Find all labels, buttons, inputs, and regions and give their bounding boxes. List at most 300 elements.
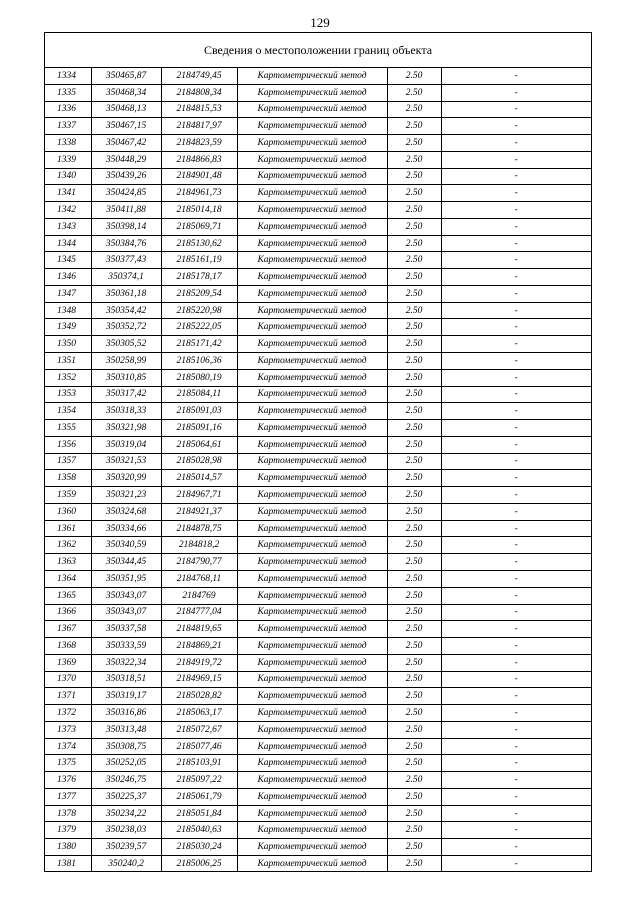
point-number-cell: 1358	[45, 470, 91, 487]
accuracy-cell: 2.50	[387, 68, 441, 84]
point-number-cell: 1370	[45, 671, 91, 688]
x-coordinate-cell: 350239,57	[91, 839, 161, 856]
point-number-cell: 1346	[45, 269, 91, 286]
point-number-cell: 1367	[45, 621, 91, 638]
x-coordinate-cell: 350322,34	[91, 654, 161, 671]
accuracy-cell: 2.50	[387, 353, 441, 370]
y-coordinate-cell: 2185091,03	[161, 403, 237, 420]
description-cell: -	[441, 218, 591, 235]
table-row	[45, 822, 591, 839]
description-cell: -	[441, 403, 591, 420]
method-cell: Картометрический метод	[237, 688, 387, 705]
y-coordinate-cell: 2184921,37	[161, 503, 237, 520]
accuracy-cell: 2.50	[387, 503, 441, 520]
x-coordinate-cell: 350308,75	[91, 738, 161, 755]
point-number-cell: 1334	[45, 68, 91, 84]
y-coordinate-cell: 2185006,25	[161, 855, 237, 871]
table-row	[45, 839, 591, 856]
accuracy-cell: 2.50	[387, 822, 441, 839]
description-cell: -	[441, 805, 591, 822]
point-number-cell: 1355	[45, 420, 91, 437]
accuracy-cell: 2.50	[387, 302, 441, 319]
method-cell: Картометрический метод	[237, 654, 387, 671]
table-row	[45, 570, 591, 587]
table-row	[45, 554, 591, 571]
accuracy-cell: 2.50	[387, 654, 441, 671]
table-body	[45, 68, 591, 872]
point-number-cell: 1374	[45, 738, 91, 755]
point-number-cell: 1377	[45, 788, 91, 805]
point-number-cell: 1354	[45, 403, 91, 420]
point-number-cell: 1342	[45, 202, 91, 219]
point-number-cell: 1380	[45, 839, 91, 856]
x-coordinate-cell: 350411,88	[91, 202, 161, 219]
x-coordinate-cell: 350319,17	[91, 688, 161, 705]
point-number-cell: 1347	[45, 285, 91, 302]
x-coordinate-cell: 350398,14	[91, 218, 161, 235]
method-cell: Картометрический метод	[237, 285, 387, 302]
method-cell: Картометрический метод	[237, 369, 387, 386]
accuracy-cell: 2.50	[387, 135, 441, 152]
point-number-cell: 1375	[45, 755, 91, 772]
table-row	[45, 688, 591, 705]
point-number-cell: 1344	[45, 235, 91, 252]
accuracy-cell: 2.50	[387, 855, 441, 871]
description-cell: -	[441, 503, 591, 520]
x-coordinate-cell: 350468,34	[91, 84, 161, 101]
description-cell: -	[441, 353, 591, 370]
table-row	[45, 420, 591, 437]
method-cell: Картометрический метод	[237, 621, 387, 638]
y-coordinate-cell: 2185097,22	[161, 772, 237, 789]
accuracy-cell: 2.50	[387, 738, 441, 755]
point-number-cell: 1361	[45, 520, 91, 537]
y-coordinate-cell: 2185084,11	[161, 386, 237, 403]
x-coordinate-cell: 350313,48	[91, 721, 161, 738]
point-number-cell: 1363	[45, 554, 91, 571]
accuracy-cell: 2.50	[387, 118, 441, 135]
point-number-cell: 1338	[45, 135, 91, 152]
y-coordinate-cell: 2184901,48	[161, 168, 237, 185]
description-cell: -	[441, 319, 591, 336]
table-row	[45, 353, 591, 370]
method-cell: Картометрический метод	[237, 755, 387, 772]
x-coordinate-cell: 350351,95	[91, 570, 161, 587]
accuracy-cell: 2.50	[387, 671, 441, 688]
table-row	[45, 252, 591, 269]
y-coordinate-cell: 2185030,24	[161, 839, 237, 856]
table-row	[45, 84, 591, 101]
description-cell: -	[441, 336, 591, 353]
description-cell: -	[441, 118, 591, 135]
method-cell: Картометрический метод	[237, 353, 387, 370]
description-cell: -	[441, 470, 591, 487]
x-coordinate-cell: 350321,23	[91, 487, 161, 504]
x-coordinate-cell: 350319,04	[91, 436, 161, 453]
accuracy-cell: 2.50	[387, 839, 441, 856]
accuracy-cell: 2.50	[387, 705, 441, 722]
x-coordinate-cell: 350334,66	[91, 520, 161, 537]
x-coordinate-cell: 350465,87	[91, 68, 161, 84]
y-coordinate-cell: 2185077,46	[161, 738, 237, 755]
description-cell: -	[441, 822, 591, 839]
description-cell: -	[441, 621, 591, 638]
x-coordinate-cell: 350377,43	[91, 252, 161, 269]
y-coordinate-cell: 2185080,19	[161, 369, 237, 386]
x-coordinate-cell: 350305,52	[91, 336, 161, 353]
table-row	[45, 235, 591, 252]
table-row	[45, 671, 591, 688]
x-coordinate-cell: 350343,07	[91, 587, 161, 604]
table-row	[45, 503, 591, 520]
method-cell: Картометрический метод	[237, 68, 387, 84]
accuracy-cell: 2.50	[387, 101, 441, 118]
description-cell: -	[441, 235, 591, 252]
accuracy-cell: 2.50	[387, 755, 441, 772]
accuracy-cell: 2.50	[387, 319, 441, 336]
point-number-cell: 1362	[45, 537, 91, 554]
y-coordinate-cell: 2184969,15	[161, 671, 237, 688]
x-coordinate-cell: 350374,1	[91, 269, 161, 286]
y-coordinate-cell: 2185178,17	[161, 269, 237, 286]
point-number-cell: 1364	[45, 570, 91, 587]
table-row	[45, 805, 591, 822]
x-coordinate-cell: 350352,72	[91, 319, 161, 336]
accuracy-cell: 2.50	[387, 420, 441, 437]
table-row	[45, 788, 591, 805]
x-coordinate-cell: 350246,75	[91, 772, 161, 789]
method-cell: Картометрический метод	[237, 805, 387, 822]
y-coordinate-cell: 2185051,84	[161, 805, 237, 822]
description-cell: -	[441, 604, 591, 621]
description-cell: -	[441, 68, 591, 84]
method-cell: Картометрический метод	[237, 587, 387, 604]
description-cell: -	[441, 84, 591, 101]
description-cell: -	[441, 839, 591, 856]
point-number-cell: 1379	[45, 822, 91, 839]
description-cell: -	[441, 638, 591, 655]
description-cell: -	[441, 151, 591, 168]
y-coordinate-cell: 2184866,83	[161, 151, 237, 168]
description-cell: -	[441, 252, 591, 269]
method-cell: Картометрический метод	[237, 537, 387, 554]
x-coordinate-cell: 350448,29	[91, 151, 161, 168]
method-cell: Картометрический метод	[237, 671, 387, 688]
description-cell: -	[441, 386, 591, 403]
description-cell: -	[441, 587, 591, 604]
table-row	[45, 68, 591, 84]
y-coordinate-cell: 2185103,91	[161, 755, 237, 772]
method-cell: Картометрический метод	[237, 336, 387, 353]
x-coordinate-cell: 350321,98	[91, 420, 161, 437]
y-coordinate-cell: 2184768,11	[161, 570, 237, 587]
table-row	[45, 202, 591, 219]
accuracy-cell: 2.50	[387, 621, 441, 638]
method-cell: Картометрический метод	[237, 135, 387, 152]
method-cell: Картометрический метод	[237, 788, 387, 805]
accuracy-cell: 2.50	[387, 168, 441, 185]
table-row	[45, 487, 591, 504]
method-cell: Картометрический метод	[237, 487, 387, 504]
description-cell: -	[441, 453, 591, 470]
point-number-cell: 1356	[45, 436, 91, 453]
x-coordinate-cell: 350361,18	[91, 285, 161, 302]
accuracy-cell: 2.50	[387, 688, 441, 705]
accuracy-cell: 2.50	[387, 185, 441, 202]
method-cell: Картометрический метод	[237, 520, 387, 537]
accuracy-cell: 2.50	[387, 269, 441, 286]
y-coordinate-cell: 2184819,65	[161, 621, 237, 638]
accuracy-cell: 2.50	[387, 84, 441, 101]
accuracy-cell: 2.50	[387, 587, 441, 604]
point-number-cell: 1353	[45, 386, 91, 403]
table-row	[45, 369, 591, 386]
point-number-cell: 1351	[45, 353, 91, 370]
method-cell: Картометрический метод	[237, 822, 387, 839]
y-coordinate-cell: 2184818,2	[161, 537, 237, 554]
x-coordinate-cell: 350234,22	[91, 805, 161, 822]
x-coordinate-cell: 350258,99	[91, 353, 161, 370]
y-coordinate-cell: 2185014,57	[161, 470, 237, 487]
table-row	[45, 118, 591, 135]
y-coordinate-cell: 2185171,42	[161, 336, 237, 353]
table-row	[45, 218, 591, 235]
point-number-cell: 1350	[45, 336, 91, 353]
y-coordinate-cell: 2185028,82	[161, 688, 237, 705]
y-coordinate-cell: 2185040,63	[161, 822, 237, 839]
method-cell: Картометрический метод	[237, 252, 387, 269]
x-coordinate-cell: 350321,53	[91, 453, 161, 470]
y-coordinate-cell: 2185069,71	[161, 218, 237, 235]
accuracy-cell: 2.50	[387, 604, 441, 621]
method-cell: Картометрический метод	[237, 118, 387, 135]
accuracy-cell: 2.50	[387, 721, 441, 738]
boundary-coordinates-table	[45, 68, 591, 872]
y-coordinate-cell: 2184777,04	[161, 604, 237, 621]
point-number-cell: 1348	[45, 302, 91, 319]
table-row	[45, 470, 591, 487]
accuracy-cell: 2.50	[387, 772, 441, 789]
table-row	[45, 705, 591, 722]
table-row	[45, 403, 591, 420]
table-row	[45, 151, 591, 168]
accuracy-cell: 2.50	[387, 570, 441, 587]
table-row	[45, 855, 591, 871]
accuracy-cell: 2.50	[387, 218, 441, 235]
method-cell: Картометрический метод	[237, 705, 387, 722]
point-number-cell: 1337	[45, 118, 91, 135]
accuracy-cell: 2.50	[387, 487, 441, 504]
table-row	[45, 772, 591, 789]
y-coordinate-cell: 2184961,73	[161, 185, 237, 202]
y-coordinate-cell: 2185222,05	[161, 319, 237, 336]
description-cell: -	[441, 369, 591, 386]
y-coordinate-cell: 2185091,16	[161, 420, 237, 437]
table-row	[45, 285, 591, 302]
accuracy-cell: 2.50	[387, 285, 441, 302]
point-number-cell: 1378	[45, 805, 91, 822]
table-row	[45, 319, 591, 336]
method-cell: Картометрический метод	[237, 839, 387, 856]
x-coordinate-cell: 350317,42	[91, 386, 161, 403]
method-cell: Картометрический метод	[237, 420, 387, 437]
x-coordinate-cell: 350225,37	[91, 788, 161, 805]
y-coordinate-cell: 2185106,36	[161, 353, 237, 370]
table-row	[45, 755, 591, 772]
x-coordinate-cell: 350340,59	[91, 537, 161, 554]
description-cell: -	[514, 858, 518, 869]
accuracy-cell: 2.50	[387, 453, 441, 470]
x-coordinate-cell: 350320,99	[91, 470, 161, 487]
table-title: Сведения о местоположении границ объекта	[45, 33, 591, 68]
y-coordinate-cell: 2184790,77	[161, 554, 237, 571]
description-cell: -	[441, 755, 591, 772]
table-row	[45, 654, 591, 671]
point-number-cell: 1373	[45, 721, 91, 738]
point-number-cell: 1366	[45, 604, 91, 621]
table-row	[45, 738, 591, 755]
method-cell: Картометрический метод	[237, 738, 387, 755]
y-coordinate-cell: 2184878,75	[161, 520, 237, 537]
x-coordinate-cell: 350343,07	[91, 604, 161, 621]
method-cell: Картометрический метод	[237, 604, 387, 621]
description-cell: -	[441, 269, 591, 286]
accuracy-cell: 2.50	[387, 788, 441, 805]
x-coordinate-cell: 350324,68	[91, 503, 161, 520]
accuracy-cell: 2.50	[387, 252, 441, 269]
x-coordinate-cell: 350318,51	[91, 671, 161, 688]
x-coordinate-cell: 350316,86	[91, 705, 161, 722]
description-cell: -	[441, 487, 591, 504]
point-number-cell: 1340	[45, 168, 91, 185]
method-cell: Картометрический метод	[237, 855, 387, 871]
description-cell: -	[441, 168, 591, 185]
point-number-cell: 1369	[45, 654, 91, 671]
y-coordinate-cell: 2185209,54	[161, 285, 237, 302]
description-cell: -	[441, 537, 591, 554]
method-cell: Картометрический метод	[237, 554, 387, 571]
description-cell: -	[441, 671, 591, 688]
method-cell: Картометрический метод	[237, 436, 387, 453]
accuracy-cell: 2.50	[387, 151, 441, 168]
accuracy-cell: 2.50	[387, 554, 441, 571]
x-coordinate-cell: 350318,33	[91, 403, 161, 420]
point-number-cell: 1352	[45, 369, 91, 386]
method-cell: Картометрический метод	[237, 570, 387, 587]
point-number-cell: 1365	[45, 587, 91, 604]
y-coordinate-cell: 2185130,62	[161, 235, 237, 252]
method-cell: Картометрический метод	[237, 202, 387, 219]
accuracy-cell: 2.50	[387, 470, 441, 487]
x-coordinate-cell: 350384,76	[91, 235, 161, 252]
point-number-cell: 1357	[45, 453, 91, 470]
point-number-cell: 1349	[45, 319, 91, 336]
point-number-cell: 1359	[45, 487, 91, 504]
y-coordinate-cell: 2185014,18	[161, 202, 237, 219]
description-cell: -	[441, 688, 591, 705]
accuracy-cell: 2.50	[387, 202, 441, 219]
table-row	[45, 101, 591, 118]
y-coordinate-cell: 2184749,45	[161, 68, 237, 84]
description-cell: -	[441, 101, 591, 118]
y-coordinate-cell: 2185028,98	[161, 453, 237, 470]
method-cell: Картометрический метод	[237, 638, 387, 655]
y-coordinate-cell: 2184815,53	[161, 101, 237, 118]
table-row	[45, 168, 591, 185]
table-row	[45, 537, 591, 554]
description-cell: -	[441, 654, 591, 671]
method-cell: Картометрический метод	[237, 470, 387, 487]
point-number-cell: 1376	[45, 772, 91, 789]
point-number-cell: 1345	[45, 252, 91, 269]
x-coordinate-cell: 350333,59	[91, 638, 161, 655]
description-cell: -	[441, 436, 591, 453]
method-cell: Картометрический метод	[237, 772, 387, 789]
table-row	[45, 135, 591, 152]
description-cell: -	[441, 570, 591, 587]
point-number-cell: 1335	[45, 84, 91, 101]
accuracy-cell: 2.50	[387, 386, 441, 403]
accuracy-cell: 2.50	[387, 436, 441, 453]
method-cell: Картометрический метод	[237, 101, 387, 118]
point-number-cell: 1368	[45, 638, 91, 655]
point-number-cell: 1336	[45, 101, 91, 118]
x-coordinate-cell: 350467,42	[91, 135, 161, 152]
description-cell: -	[441, 738, 591, 755]
table-row	[45, 436, 591, 453]
table-row	[45, 336, 591, 353]
accuracy-cell: 2.50	[387, 369, 441, 386]
point-number-cell: 1360	[45, 503, 91, 520]
y-coordinate-cell: 2184919,72	[161, 654, 237, 671]
method-cell: Картометрический метод	[237, 269, 387, 286]
table-row	[45, 721, 591, 738]
accuracy-cell: 2.50	[387, 520, 441, 537]
y-coordinate-cell: 2185064,61	[161, 436, 237, 453]
table-row	[45, 638, 591, 655]
x-coordinate-cell: 350439,26	[91, 168, 161, 185]
page-number: 129	[310, 15, 330, 30]
description-cell: -	[441, 554, 591, 571]
table-row	[45, 621, 591, 638]
y-coordinate-cell: 2185072,67	[161, 721, 237, 738]
point-number-cell: 1341	[45, 185, 91, 202]
description-cell: -	[441, 202, 591, 219]
x-coordinate-cell: 350354,42	[91, 302, 161, 319]
method-cell: Картометрический метод	[237, 403, 387, 420]
method-cell: Картометрический метод	[237, 235, 387, 252]
accuracy-cell: 2.50	[387, 537, 441, 554]
method-cell: Картометрический метод	[237, 168, 387, 185]
point-number-cell: 1371	[45, 688, 91, 705]
point-number-cell: 1339	[45, 151, 91, 168]
table-row	[45, 453, 591, 470]
y-coordinate-cell: 2185220,98	[161, 302, 237, 319]
method-cell: Картометрический метод	[237, 185, 387, 202]
accuracy-cell: 2.50	[387, 235, 441, 252]
y-coordinate-cell: 2184869,21	[161, 638, 237, 655]
description-cell: -	[441, 420, 591, 437]
method-cell: Картометрический метод	[237, 503, 387, 520]
method-cell: Картометрический метод	[237, 319, 387, 336]
description-cell: -	[441, 788, 591, 805]
y-coordinate-cell: 2184967,71	[161, 487, 237, 504]
method-cell: Картометрический метод	[237, 721, 387, 738]
x-coordinate-cell: 350337,58	[91, 621, 161, 638]
accuracy-cell: 2.50	[387, 805, 441, 822]
table-row	[45, 269, 591, 286]
description-cell: -	[441, 302, 591, 319]
